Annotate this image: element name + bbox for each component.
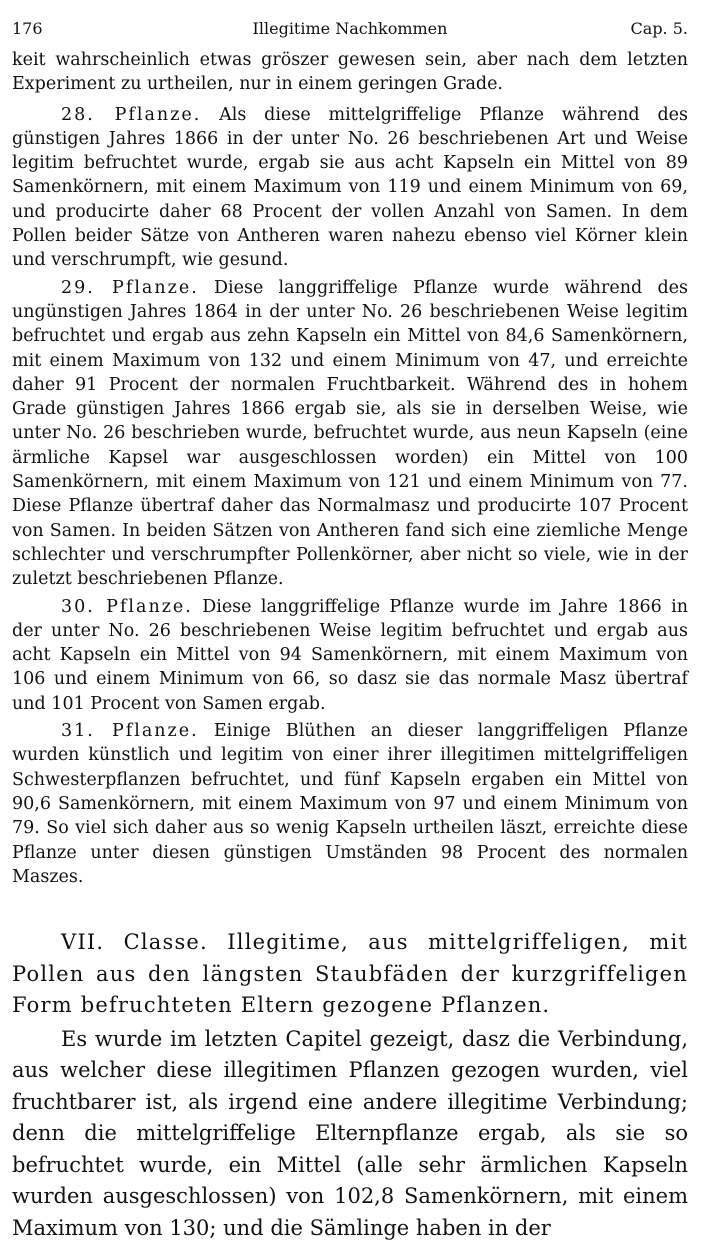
continuation-paragraph: keit wahrscheinlich etwas gröszer gewesen sein, aber nach dem letzten Experiment zu urtheilen, nur in einem geringen Grade. bbox=[12, 50, 688, 95]
section-heading-lead: VII. Classe. bbox=[61, 930, 208, 955]
chapter-label: Cap. 5. bbox=[630, 19, 688, 38]
entry-text: Als diese mittelgriffelige Pflanze während des günstigen Jahres 1866 in der unter No. 26 beschriebenen Art und Weise legitim befruchtet wurde, ergab sie aus acht Kapseln ein Mittel von 89 Samenkörnern, mit einem Maximum von 119 und einem Minimum von 69, und producirte daher 68 Procent der vollen Anzahl von Samen. In dem Pollen beider Sätze von Antheren waren nahezu ebenso viel Körner klein und verschrumpft, wie gesund. bbox=[12, 104, 688, 271]
entry-plant-31 bbox=[12, 719, 688, 889]
entry-label: 31. Pflanze. bbox=[61, 721, 199, 742]
entry-text: Diese langgriffelige Pflanze wurde während des ungünstigen Jahres 1864 in der unter No. 26 beschriebenen Weise legitim befruchtet und ergab aus zehn Kapseln ein Mittel von 84,6 Samenkörnern, mit einem Maximum von 132 und einem Minimum von 47, und erreichte daher 91 Procent der normalen Fruchtbarkeit. Während des in hohem Grade günstigen Jahres 1866 ergab sie, als sie in derselben Weise, wie unter No. 26 beschrieben wurde, befruchtet wurde, aus neun Kapseln (eine ärmliche Kapsel war ausgeschlossen worden) ein Mittel von 100 Samenkörnern, mit einem Maximum von 121 und einem Minimum von 77. Diese Pflanze übertraf daher das Normalmasz und producirte 107 Procent von Samen. In beiden Sätzen von Antheren fand sich eine ziemliche Menge schlechter und verschrumpfter Pollenkörner, aber nicht so viele, wie in der zuletzt beschriebenen Pflanze. bbox=[12, 277, 688, 590]
entry-text: Diese langgriffelige Pflanze wurde im Jahre 1866 in der unter No. 26 beschriebenen Weise legitim befruchtet und ergab aus acht Kapseln ein Mittel von 94 Samenkörnern, mit einem Maximum von 106 und einem Minimum von 66, so dasz sie das normale Masz übertraf und 101 Procent von Samen ergab. bbox=[12, 596, 688, 714]
page-number: 176 bbox=[12, 19, 43, 38]
entry-plant-28 bbox=[12, 103, 688, 273]
entry-plant-29 bbox=[12, 276, 688, 592]
running-title: Illegitime Nachkommen bbox=[252, 19, 448, 38]
running-header bbox=[12, 10, 688, 48]
section-body-paragraph: Es wurde im letzten Capitel gezeigt, dasz die Verbindung, aus welcher diese illegitimen Pflanzen gezogen wurden, viel fruchtbarer ist, als irgend eine andere illegitime Verbindung; denn die mittelgriffelige Elternpflanze ergab, als sie so befruchtet wurde, ein Mittel (alle sehr ärmlichen Kapseln wurden ausgeschlossen) von 102,8 Samenkörnern, mit einem Maximum von 130; und die Sämlinge haben in der bbox=[12, 1026, 688, 1240]
section-heading-text: Illegitime, aus mittelgriffeligen, mit Pollen aus den längsten Staubfäden der kurzgriffeligen Form befruchteten Eltern gezogene Pflanzen. bbox=[12, 930, 689, 1018]
section-heading bbox=[12, 927, 688, 1022]
entry-text: Einige Blüthen an dieser langgriffeligen Pflanze wurden künstlich und legitim von einer ihrer illegitimen mittelgriffeligen Schwesterpflanzen befruchtet, und fünf Kapseln ergaben ein Mittel von 90,6 Samenkörnern, mit einem Maximum von 97 und einem Minimum von 79. So viel sich daher aus so wenig Kapseln urtheilen läszt, erreichte diese Pflanze unter diesen günstigen Umständen 98 Procent des normalen Maszes. bbox=[12, 721, 688, 887]
entry-label: 29. Pflanze. bbox=[61, 277, 199, 298]
class-section bbox=[12, 927, 688, 1244]
entry-label: 28. Pflanze. bbox=[61, 104, 202, 125]
entry-plant-30 bbox=[12, 595, 688, 716]
book-page bbox=[12, 10, 689, 1240]
plant-entries bbox=[12, 48, 688, 889]
entry-label: 30. Pflanze. bbox=[61, 596, 193, 617]
